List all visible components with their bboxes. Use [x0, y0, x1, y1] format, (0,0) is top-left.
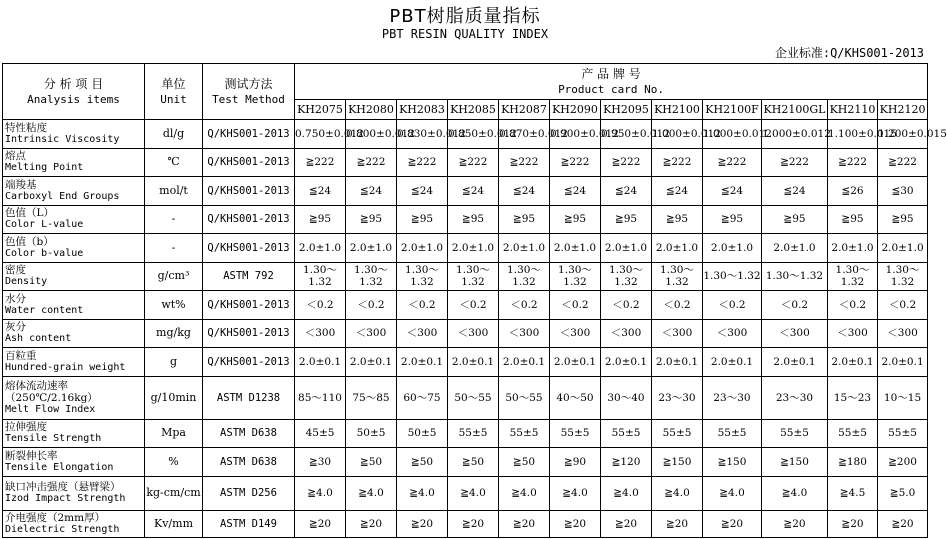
value-cell: 60～75: [397, 376, 448, 419]
value-cell: ≧4.0: [499, 476, 550, 511]
value-cell: 2.0±1.0: [397, 234, 448, 263]
value-cell: ≧120: [601, 448, 652, 477]
value-cell: 55±5: [762, 419, 828, 448]
value-cell: 1.30～1.32: [652, 262, 703, 291]
item-name-en: Melting Point: [5, 162, 84, 174]
grade-header: KH2110: [828, 100, 878, 120]
grade-header: KH2080: [346, 100, 397, 120]
value-cell: 1.30～1.32: [828, 262, 878, 291]
value-cell: ≧95: [601, 205, 652, 234]
item-name-cn: 百粒重: [5, 350, 37, 363]
value-cell: ≦24: [397, 177, 448, 206]
value-cell: 1.000±0.012: [762, 120, 828, 149]
header-product-cn: 产 品 牌 号: [581, 66, 641, 81]
value-cell: ≧4.0: [397, 476, 448, 511]
value-cell: ≧20: [828, 511, 878, 538]
test-method-cell: Q/KHS001-2013: [203, 120, 295, 149]
value-cell: ≧95: [448, 205, 499, 234]
value-cell: 0.870±0.012: [499, 120, 550, 149]
value-cell: 2.0±1.0: [652, 234, 703, 263]
test-method-cell: ASTM D638: [203, 419, 295, 448]
grade-header: KH2100: [652, 100, 703, 120]
value-cell: 30～40: [601, 376, 652, 419]
analysis-item: [3, 476, 145, 511]
value-cell: ≧222: [346, 148, 397, 177]
value-cell: ≧4.0: [550, 476, 601, 511]
value-cell: ＜0.2: [762, 291, 828, 320]
value-cell: ≧20: [346, 511, 397, 538]
value-cell: ≧222: [652, 148, 703, 177]
value-cell: 23～30: [762, 376, 828, 419]
value-cell: ≧222: [703, 148, 762, 177]
table-row: [3, 348, 928, 377]
table-row: [3, 511, 928, 538]
grade-header: KH2090: [550, 100, 601, 120]
unit-cell: %: [145, 448, 203, 477]
unit-cell: -: [145, 234, 203, 263]
item-name-en: Color L-value: [5, 219, 84, 231]
value-cell: ＜0.2: [878, 291, 928, 320]
value-cell: 2.0±1.0: [499, 234, 550, 263]
value-cell: ≧95: [652, 205, 703, 234]
value-cell: 2.0±1.0: [346, 234, 397, 263]
value-cell: ≧30: [295, 448, 346, 477]
value-cell: 2.0±0.1: [448, 348, 499, 377]
test-method-cell: Q/KHS001-2013: [203, 205, 295, 234]
item-name-en: Ash content: [5, 333, 72, 345]
value-cell: 85～110: [295, 376, 346, 419]
value-cell: 1.30～1.32: [762, 262, 828, 291]
table-row: [3, 319, 928, 348]
value-cell: ＜300: [295, 319, 346, 348]
unit-cell: kg-cm/cm: [145, 476, 203, 511]
quality-index-table: [2, 63, 947, 538]
header-unit-cn: 单位: [161, 76, 186, 91]
value-cell: ≧50: [397, 448, 448, 477]
value-cell: ≧222: [550, 148, 601, 177]
table-row: [3, 262, 928, 291]
value-cell: ≦24: [346, 177, 397, 206]
unit-cell: g/10min: [145, 376, 203, 419]
table-row: [3, 448, 928, 477]
analysis-item: [3, 319, 145, 348]
unit-cell: -: [145, 205, 203, 234]
value-cell: ≦24: [550, 177, 601, 206]
unit-cell: mol/t: [145, 177, 203, 206]
value-cell: ≧4.0: [601, 476, 652, 511]
page-title: PBT树脂质量指标: [389, 6, 541, 27]
value-cell: ≧4.0: [346, 476, 397, 511]
value-cell: 0.850±0.012: [448, 120, 499, 149]
item-name-cn: 水分: [5, 292, 26, 305]
value-cell: 1.100±0.015: [828, 120, 878, 149]
header-test-method: [203, 64, 295, 120]
value-cell: ＜300: [550, 319, 601, 348]
value-cell: 55±5: [448, 419, 499, 448]
item-name-en: Dielectric Strength: [5, 524, 120, 536]
header-method-en: Test Method: [212, 92, 285, 106]
value-cell: 2.0±1.0: [295, 234, 346, 263]
value-cell: ≧4.5: [828, 476, 878, 511]
value-cell: ≧95: [346, 205, 397, 234]
test-method-cell: Q/KHS001-2013: [203, 234, 295, 263]
table-row: [3, 148, 928, 177]
item-name-cn: 特性粘度: [5, 121, 47, 134]
item-name-cn: 熔体流动速率（250℃/2.16kg）: [5, 379, 98, 404]
value-cell: ＜0.2: [295, 291, 346, 320]
value-cell: ≦24: [652, 177, 703, 206]
item-name-cn: 密度: [5, 264, 26, 277]
analysis-item: [3, 291, 145, 320]
value-cell: ＜0.2: [550, 291, 601, 320]
value-cell: 1.30～1.32: [601, 262, 652, 291]
value-cell: ≧222: [878, 148, 928, 177]
value-cell: 0.750±0.012: [295, 120, 346, 149]
value-cell: 55±5: [550, 419, 601, 448]
value-cell: ≦24: [601, 177, 652, 206]
test-method-cell: ASTM 792: [203, 262, 295, 291]
header-method-cn: 测试方法: [224, 76, 273, 91]
value-cell: ＜300: [652, 319, 703, 348]
grade-header: KH2075: [295, 100, 346, 120]
item-name-cn: 断裂伸长率: [5, 449, 58, 462]
value-cell: ≧222: [295, 148, 346, 177]
enterprise-standard: 企业标准:Q/KHS001-2013: [774, 46, 924, 60]
value-cell: 2.0±1.0: [828, 234, 878, 263]
unit-cell: Kv/mm: [145, 511, 203, 538]
value-cell: ＜0.2: [703, 291, 762, 320]
value-cell: 2.0±0.1: [828, 348, 878, 377]
analysis-item: [3, 448, 145, 477]
value-cell: 0.900±0.012: [550, 120, 601, 149]
value-cell: ≧20: [499, 511, 550, 538]
item-name-cn: 色值（b）: [5, 235, 54, 248]
value-cell: ≧20: [295, 511, 346, 538]
header-item-cn: 分 析 项 目: [43, 76, 104, 91]
analysis-item: [3, 177, 145, 206]
value-cell: ≧50: [448, 448, 499, 477]
value-cell: 1.30～1.32: [703, 262, 762, 291]
value-cell: 55±5: [652, 419, 703, 448]
value-cell: 2.0±0.1: [346, 348, 397, 377]
value-cell: ＜0.2: [499, 291, 550, 320]
value-cell: ≦24: [295, 177, 346, 206]
value-cell: 1.30～1.32: [878, 262, 928, 291]
value-cell: 2.0±0.1: [550, 348, 601, 377]
value-cell: 50～55: [448, 376, 499, 419]
item-name-cn: 端羧基: [5, 178, 37, 191]
value-cell: ＜300: [448, 319, 499, 348]
value-cell: 1.000±0.012: [703, 120, 762, 149]
value-cell: ≧20: [601, 511, 652, 538]
table-row: [3, 476, 928, 511]
table-row: [3, 291, 928, 320]
value-cell: 2.0±0.1: [601, 348, 652, 377]
value-cell: ≧95: [703, 205, 762, 234]
value-cell: ＜300: [703, 319, 762, 348]
value-cell: ≧4.0: [652, 476, 703, 511]
value-cell: 1.200±0.015: [878, 120, 928, 149]
value-cell: ≧95: [550, 205, 601, 234]
value-cell: ＜300: [397, 319, 448, 348]
value-cell: 23～30: [652, 376, 703, 419]
value-cell: 50～55: [499, 376, 550, 419]
value-cell: 10～15: [878, 376, 928, 419]
grade-header: KH2095: [601, 100, 652, 120]
value-cell: ＜300: [499, 319, 550, 348]
value-cell: 2.0±0.1: [703, 348, 762, 377]
value-cell: ≧180: [828, 448, 878, 477]
grade-header: KH2100F: [703, 100, 762, 120]
unit-cell: g/cm³: [145, 262, 203, 291]
value-cell: ≧222: [828, 148, 878, 177]
value-cell: ＜300: [878, 319, 928, 348]
value-cell: ≧150: [703, 448, 762, 477]
value-cell: ≧222: [448, 148, 499, 177]
unit-cell: ℃: [145, 148, 203, 177]
value-cell: 1.30～1.32: [295, 262, 346, 291]
value-cell: ≧95: [295, 205, 346, 234]
value-cell: 2.0±1.0: [550, 234, 601, 263]
value-cell: 2.0±0.1: [878, 348, 928, 377]
value-cell: ≦30: [878, 177, 928, 206]
value-cell: ≧150: [652, 448, 703, 477]
test-method-cell: ASTM D149: [203, 511, 295, 538]
item-name-cn: 拉伸强度: [5, 421, 47, 434]
unit-cell: g: [145, 348, 203, 377]
item-name-en: Tensile Elongation: [5, 461, 114, 473]
value-cell: ≧20: [703, 511, 762, 538]
value-cell: ≧50: [499, 448, 550, 477]
grade-header: KH2120: [878, 100, 928, 120]
analysis-item: [3, 148, 145, 177]
item-name-cn: 介电强度（2mm厚）: [5, 512, 106, 525]
test-method-cell: Q/KHS001-2013: [203, 148, 295, 177]
grade-header: KH2087: [499, 100, 550, 120]
value-cell: 75～85: [346, 376, 397, 419]
value-cell: 55±5: [828, 419, 878, 448]
grade-header: KH2083: [397, 100, 448, 120]
value-cell: ≧95: [878, 205, 928, 234]
value-cell: 2.0±1.0: [762, 234, 828, 263]
item-name-en: Tensile Strength: [5, 433, 102, 445]
value-cell: 2.0±1.0: [448, 234, 499, 263]
table-row: [3, 177, 928, 206]
value-cell: 2.0±0.1: [295, 348, 346, 377]
unit-cell: Mpa: [145, 419, 203, 448]
value-cell: 1.30～1.32: [397, 262, 448, 291]
value-cell: 55±5: [499, 419, 550, 448]
value-cell: ≧4.0: [295, 476, 346, 511]
value-cell: ＜0.2: [448, 291, 499, 320]
test-method-cell: ASTM D638: [203, 448, 295, 477]
value-cell: 55±5: [703, 419, 762, 448]
table-row: [3, 234, 928, 263]
item-name-en: Hundred-grain weight: [5, 362, 126, 374]
value-cell: ≦26: [828, 177, 878, 206]
table-row: [3, 376, 928, 419]
header-item-en: Analysis items: [27, 92, 120, 106]
analysis-item: [3, 511, 145, 538]
value-cell: 55±5: [878, 419, 928, 448]
item-name-en: Izod Impact Strength: [5, 493, 126, 505]
value-cell: 1.30～1.32: [499, 262, 550, 291]
value-cell: 15～23: [828, 376, 878, 419]
value-cell: 2.0±0.1: [652, 348, 703, 377]
analysis-item: [3, 348, 145, 377]
value-cell: ≧222: [601, 148, 652, 177]
unit-cell: mg/kg: [145, 319, 203, 348]
value-cell: 50±5: [397, 419, 448, 448]
header-unit-en: Unit: [160, 92, 187, 106]
value-cell: 40～50: [550, 376, 601, 419]
item-name-en: Density: [5, 276, 48, 288]
value-cell: ≧20: [448, 511, 499, 538]
value-cell: 2.0±1.0: [703, 234, 762, 263]
item-name-cn: 灰分: [5, 321, 26, 334]
value-cell: ＜300: [828, 319, 878, 348]
analysis-item: [3, 120, 145, 149]
item-name-cn: 熔点: [5, 150, 26, 163]
value-cell: ≧200: [878, 448, 928, 477]
value-cell: ＜0.2: [601, 291, 652, 320]
analysis-item: [3, 262, 145, 291]
value-cell: 55±5: [601, 419, 652, 448]
value-cell: ＜300: [601, 319, 652, 348]
analysis-item: [3, 234, 145, 263]
test-method-cell: ASTM D1238: [203, 376, 295, 419]
value-cell: ≧150: [762, 448, 828, 477]
grade-header: KH2085: [448, 100, 499, 120]
value-cell: 0.800±0.012: [346, 120, 397, 149]
unit-cell: wt%: [145, 291, 203, 320]
value-cell: ≦24: [499, 177, 550, 206]
value-cell: 1.000±0.012: [652, 120, 703, 149]
value-cell: ≧95: [762, 205, 828, 234]
item-name-cn: 色值（L）: [5, 207, 54, 220]
item-name-en: Melt Flow Index: [5, 403, 96, 415]
item-name-en: Carboxyl End Groups: [5, 190, 120, 202]
value-cell: 0.830±0.012: [397, 120, 448, 149]
value-cell: ≧50: [346, 448, 397, 477]
value-cell: 2.0±1.0: [878, 234, 928, 263]
value-cell: ≧20: [878, 511, 928, 538]
value-cell: ≧95: [828, 205, 878, 234]
value-cell: ≧20: [652, 511, 703, 538]
analysis-item: [3, 419, 145, 448]
value-cell: ≧4.0: [762, 476, 828, 511]
header-product-en: Product card No.: [558, 82, 665, 96]
value-cell: ≧4.0: [703, 476, 762, 511]
value-cell: ＜0.2: [397, 291, 448, 320]
value-cell: ≦24: [448, 177, 499, 206]
value-cell: 0.950±0.012: [601, 120, 652, 149]
value-cell: ＜0.2: [828, 291, 878, 320]
item-name-en: Water content: [5, 304, 84, 316]
value-cell: 2.0±0.1: [397, 348, 448, 377]
test-method-cell: Q/KHS001-2013: [203, 291, 295, 320]
value-cell: ≧5.0: [878, 476, 928, 511]
analysis-item: [3, 376, 145, 419]
table-row: [3, 120, 928, 149]
value-cell: ＜0.2: [346, 291, 397, 320]
analysis-item: [3, 205, 145, 234]
value-cell: 2.0±0.1: [499, 348, 550, 377]
header-analysis-items: [3, 64, 145, 120]
grade-header: KH2100GL: [762, 100, 828, 120]
value-cell: ≧4.0: [448, 476, 499, 511]
item-name-cn: 缺口冲击强度（悬臂梁）: [5, 481, 121, 494]
test-method-cell: Q/KHS001-2013: [203, 177, 295, 206]
value-cell: 1.30～1.32: [550, 262, 601, 291]
header-unit: [145, 64, 203, 120]
value-cell: ≧95: [397, 205, 448, 234]
page-subtitle: PBT RESIN QUALITY INDEX: [381, 27, 549, 41]
table-row: [3, 205, 928, 234]
test-method-cell: ASTM D256: [203, 476, 295, 511]
value-cell: ＜300: [346, 319, 397, 348]
value-cell: 50±5: [346, 419, 397, 448]
value-cell: ≧90: [550, 448, 601, 477]
item-name-en: Color b-value: [5, 247, 84, 259]
test-method-cell: Q/KHS001-2013: [203, 348, 295, 377]
value-cell: ≧222: [762, 148, 828, 177]
value-cell: ≦24: [762, 177, 828, 206]
value-cell: ≧95: [499, 205, 550, 234]
value-cell: ＜300: [762, 319, 828, 348]
value-cell: ≧222: [499, 148, 550, 177]
value-cell: 2.0±1.0: [601, 234, 652, 263]
value-cell: ≦24: [703, 177, 762, 206]
value-cell: ≧20: [397, 511, 448, 538]
value-cell: 1.30～1.32: [448, 262, 499, 291]
value-cell: ≧20: [762, 511, 828, 538]
value-cell: 1.30～1.32: [346, 262, 397, 291]
table-row: [3, 419, 928, 448]
item-name-en: Intrinsic Viscosity: [5, 133, 120, 145]
value-cell: 23～30: [703, 376, 762, 419]
value-cell: ≧222: [397, 148, 448, 177]
value-cell: ≧20: [550, 511, 601, 538]
header-product-card: [295, 64, 928, 100]
value-cell: 45±5: [295, 419, 346, 448]
value-cell: 2.0±0.1: [762, 348, 828, 377]
value-cell: ＜0.2: [652, 291, 703, 320]
test-method-cell: Q/KHS001-2013: [203, 319, 295, 348]
unit-cell: dl/g: [145, 120, 203, 149]
